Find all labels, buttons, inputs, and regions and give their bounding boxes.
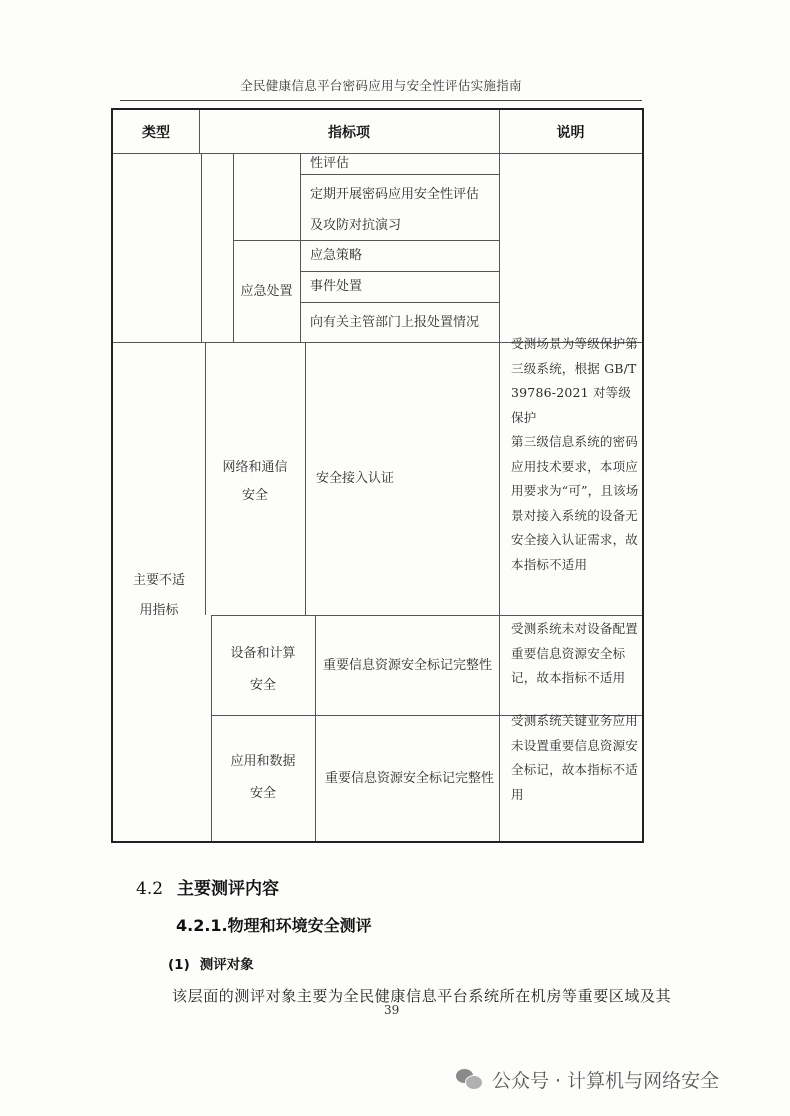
- desc-line: 39786-2021 对等级保护: [511, 385, 632, 425]
- group-category: [211, 746, 315, 810]
- desc-line: 受测系统关键业务应用: [511, 713, 639, 728]
- header-indicator: 指标项: [328, 124, 370, 141]
- indicator-table: [111, 108, 644, 843]
- running-header: 全民健康信息平台密码应用与安全性评估实施指南: [240, 78, 522, 93]
- group-item: 安全接入认证: [316, 471, 395, 486]
- desc-line: 全标记，故本指标不适: [511, 762, 639, 777]
- wechat-icon: [456, 1069, 482, 1091]
- desc-line: 第三级信息系统的密码: [511, 434, 639, 449]
- group-category: [211, 638, 315, 702]
- desc-line: 三级系统，根据 GB/T: [511, 360, 637, 376]
- group-description: [511, 617, 643, 691]
- desc-line: 本指标不适用: [511, 556, 588, 572]
- desc-line: 未设置重要信息资源安: [511, 737, 639, 753]
- col-divider: [300, 153, 301, 342]
- group-category-line: 应用和数据: [230, 754, 296, 769]
- col-divider: [201, 153, 202, 342]
- desc-line: 受测场景为等级保护第: [511, 336, 639, 351]
- watermark-text: 公众号 · 计算机与网络安全: [492, 1070, 720, 1092]
- group-category-line: 网络和通信: [222, 460, 288, 475]
- group-category-line: 设备和计算: [230, 646, 296, 661]
- indicator-item: 应急策略: [310, 248, 363, 263]
- header-type: 类型: [142, 124, 170, 141]
- emergency-category: 应急处置: [240, 283, 293, 299]
- group-category-line: 安全: [249, 786, 276, 801]
- section-heading-4-2: [136, 874, 279, 899]
- main-type-line: 用指标: [139, 603, 179, 618]
- desc-line: 受测系统未对设备配置: [511, 621, 639, 636]
- desc-line: 重要信息资源安全标: [511, 645, 626, 661]
- main-type: [113, 566, 205, 626]
- desc-line: 用要求为“可”，且该场: [511, 483, 639, 498]
- subsection-number: (1): [168, 957, 190, 973]
- group-category-line: 安全: [249, 678, 276, 693]
- group-category-line: 安全: [241, 488, 268, 503]
- watermark: [456, 1066, 719, 1093]
- group-description: [511, 709, 643, 807]
- main-type-line: 主要不适: [132, 573, 185, 588]
- section-title: 主要测评内容: [177, 879, 280, 899]
- body-paragraph: 该层面的测评对象主要为全民健康信息平台系统所在机房等重要区域及其: [172, 987, 672, 1005]
- group-item: 重要信息资源安全标记完整性: [323, 657, 493, 673]
- desc-line: 应用技术要求，本项应: [511, 458, 639, 474]
- desc-line: 景对接入系统的设备无: [511, 507, 639, 523]
- indicator-item: 事件处置: [310, 279, 363, 294]
- indicator-item: 及攻防对抗演习: [310, 218, 402, 233]
- group-description: [511, 332, 643, 577]
- subsection-heading: [168, 953, 254, 973]
- group-category: [205, 454, 305, 510]
- desc-line: 记，故本指标不适用: [511, 670, 626, 685]
- section-heading-4-2-1: 4.2.1.物理和环境安全测评: [176, 916, 372, 935]
- indicator-item: 性评估: [310, 156, 350, 171]
- col-divider: [315, 615, 316, 841]
- subsection-title: 测评对象: [199, 957, 254, 973]
- page-number: 39: [384, 1003, 400, 1017]
- desc-line: 用: [511, 786, 524, 802]
- header-description: 说明: [556, 124, 585, 141]
- indicator-item: 向有关主管部门上报处置情况: [310, 314, 480, 330]
- group-item: 重要信息资源安全标记完整性: [325, 770, 495, 786]
- header-rule: [120, 100, 642, 101]
- section-number: 4.2: [136, 879, 164, 899]
- col-divider: [499, 110, 500, 841]
- desc-line: 安全接入认证需求，故: [511, 532, 639, 547]
- col-divider: [305, 342, 306, 615]
- indicator-item: 定期开展密码应用安全性评估: [310, 187, 480, 202]
